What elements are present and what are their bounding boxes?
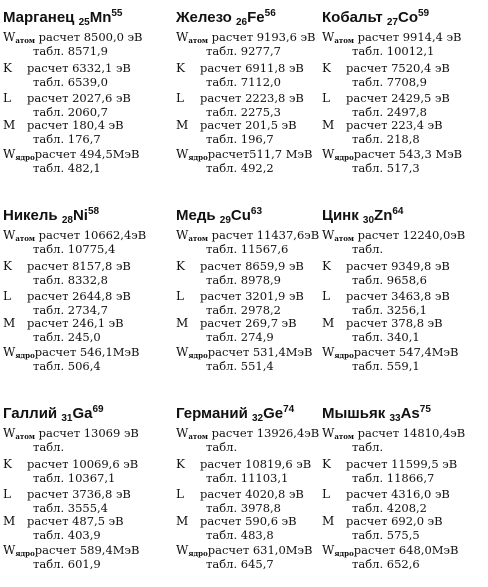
table-value: табл. 11103,1 — [206, 471, 289, 485]
table-value: табл. 575,5 — [352, 528, 420, 542]
label-w-atom: $W_{атом}$ — [176, 426, 208, 441]
label-w-atom: $W_{атом}$ — [176, 30, 208, 45]
calc-value: расчет 590,6 эВ — [200, 514, 297, 528]
calc-value: расчет 12240,0эВ — [357, 228, 466, 242]
calc-value: расчет 8500,0 эВ — [38, 30, 143, 44]
row-k-shell — [176, 260, 304, 272]
row-k-shell — [176, 458, 311, 470]
row-l-shell — [3, 290, 131, 302]
label-w-atom: $W_{атом}$ — [3, 228, 35, 243]
label-l: L — [176, 487, 184, 501]
table-value: табл. 10367,1 — [33, 471, 116, 485]
row-l-shell — [3, 92, 131, 104]
table-value: табл. — [352, 440, 384, 454]
label-k: K — [176, 61, 185, 75]
atomic-number: 30 — [362, 215, 375, 226]
calc-value: расчет 10662,4эВ — [38, 228, 147, 242]
label-m: M — [176, 316, 189, 330]
calc-value: расчет 8157,8 эВ — [27, 259, 131, 273]
label-m: M — [322, 316, 335, 330]
row-l-shell — [176, 488, 304, 500]
table-value: табл. 11567,6 — [206, 242, 289, 256]
mass-number: 63 — [250, 206, 263, 217]
label-m: M — [3, 514, 16, 528]
label-w-atom: $W_{атом}$ — [322, 228, 354, 243]
table-value: табл. 8332,8 — [33, 273, 108, 287]
element-symbol: Ge — [263, 405, 284, 422]
row-k-shell — [176, 62, 304, 74]
row-k-shell — [322, 260, 450, 272]
calc-value: расчет 269,7 эВ — [200, 316, 297, 330]
element-title — [322, 404, 431, 424]
mass-number: 75 — [419, 404, 431, 415]
atomic-number: 29 — [219, 215, 231, 226]
label-m: M — [3, 118, 16, 132]
element-symbol: Zn — [374, 207, 393, 224]
element-symbol: Co — [398, 9, 418, 26]
mass-number: 74 — [283, 404, 295, 415]
atomic-number: 25 — [78, 17, 90, 28]
table-value: табл. 2734,7 — [33, 303, 108, 317]
row-atom-energy — [176, 427, 319, 443]
calc-value: расчет 692,0 эВ — [346, 514, 443, 528]
mass-number: 64 — [392, 206, 404, 217]
calc-value: расчет 9914,4 эВ — [357, 30, 462, 44]
table-value: табл. 3978,8 — [206, 501, 281, 515]
label-w-atom: $W_{атом}$ — [176, 228, 208, 243]
label-w-nucleus: $W_{ядро}$ — [176, 345, 208, 360]
row-k-shell — [3, 62, 131, 74]
calc-value: расчет 543,3 МэВ — [353, 147, 463, 161]
calc-value: расчет 9193,6 эВ — [211, 30, 316, 44]
row-m-shell — [3, 317, 124, 329]
label-m: M — [3, 316, 16, 330]
label-m: M — [176, 118, 189, 132]
calc-value: расчет 487,5 эВ — [27, 514, 124, 528]
label-w-nucleus: $W_{ядро}$ — [176, 147, 208, 162]
row-l-shell — [176, 290, 304, 302]
mass-number: 56 — [264, 8, 276, 19]
label-m: M — [322, 118, 335, 132]
element-symbol: Mn — [89, 9, 112, 26]
atomic-number: 27 — [386, 17, 398, 28]
row-l-shell — [176, 92, 304, 104]
row-l-shell — [3, 488, 131, 500]
calc-value: расчет 10819,6 эВ — [200, 457, 312, 471]
table-value: табл. 506,4 — [33, 359, 101, 373]
element-name: Галлий — [3, 405, 58, 422]
label-l: L — [322, 289, 330, 303]
row-k-shell — [322, 458, 457, 470]
label-w-nucleus: $W_{ядро}$ — [3, 147, 35, 162]
element-name: Никель — [3, 207, 58, 224]
calc-value: расчет 223,4 эВ — [346, 118, 443, 132]
table-value: табл. 8978,9 — [206, 273, 281, 287]
atomic-number: 28 — [61, 215, 73, 226]
calc-value: расчет 246,1 эВ — [27, 316, 124, 330]
label-w-nucleus: $W_{ядро}$ — [322, 147, 354, 162]
mass-number: 59 — [418, 8, 430, 19]
table-value: табл. 482,1 — [33, 161, 101, 175]
calc-value: расчет 531,4МэВ — [207, 345, 313, 359]
table-value: табл. 6539,0 — [33, 75, 108, 89]
table-value: табл. 652,6 — [352, 557, 420, 571]
label-k: K — [322, 61, 331, 75]
table-value: табл. 3256,1 — [352, 303, 427, 317]
element-name: Марганец — [3, 9, 75, 26]
table-value: табл. — [352, 242, 384, 256]
label-l: L — [322, 91, 330, 105]
calc-value: расчет 3201,9 эВ — [200, 289, 304, 303]
calc-value: расчет 14810,4эВ — [357, 426, 466, 440]
table-value: табл. 196,7 — [206, 132, 274, 146]
row-l-shell — [322, 290, 450, 302]
row-m-shell — [176, 119, 297, 131]
row-l-shell — [322, 92, 450, 104]
table-value: табл. 8571,9 — [33, 44, 108, 58]
element-name: Медь — [176, 207, 216, 224]
label-w-nucleus: $W_{ядро}$ — [322, 345, 354, 360]
calc-value: расчет 2027,6 эВ — [27, 91, 131, 105]
row-k-shell — [3, 260, 131, 272]
calc-value: расчет 378,8 эВ — [346, 316, 443, 330]
table-value: табл. 11866,7 — [352, 471, 435, 485]
element-title — [3, 404, 104, 424]
row-m-shell — [3, 119, 124, 131]
label-w-atom: $W_{атом}$ — [3, 426, 35, 441]
label-m: M — [322, 514, 335, 528]
element-symbol: Ni — [72, 207, 88, 224]
label-w-atom: $W_{атом}$ — [3, 30, 35, 45]
table-value: табл. — [206, 440, 238, 454]
table-value: табл. 645,7 — [206, 557, 274, 571]
calc-value: расчет 631,0МэВ — [207, 543, 313, 557]
label-k: K — [176, 457, 185, 471]
label-w-atom: $W_{атом}$ — [322, 30, 354, 45]
calc-value: расчет 13069 эВ — [38, 426, 139, 440]
element-symbol: Fe — [247, 9, 265, 26]
row-m-shell — [3, 515, 124, 527]
calc-value: расчет 4316,0 эВ — [346, 487, 450, 501]
calc-value: расчет 2644,8 эВ — [27, 289, 131, 303]
calc-value: расчет 180,4 эВ — [27, 118, 124, 132]
label-l: L — [176, 91, 184, 105]
atomic-number: 26 — [236, 17, 248, 28]
table-value: табл. 274,9 — [206, 330, 274, 344]
table-value: табл. 2275,3 — [206, 105, 281, 119]
calc-value: расчет 3463,8 эВ — [346, 289, 450, 303]
label-k: K — [322, 259, 331, 273]
element-symbol: As — [400, 405, 420, 422]
element-name: Железо — [176, 9, 232, 26]
table-value: табл. 2060,7 — [33, 105, 108, 119]
table-value: табл. 517,3 — [352, 161, 420, 175]
label-l: L — [322, 487, 330, 501]
calc-value: расчет 201,5 эВ — [200, 118, 297, 132]
row-atom-energy — [3, 427, 139, 443]
calc-value: расчет 2429,5 эВ — [346, 91, 450, 105]
element-title — [322, 206, 404, 226]
table-value: табл. 2497,8 — [352, 105, 427, 119]
row-m-shell — [322, 515, 443, 527]
label-w-atom: $W_{атом}$ — [322, 426, 354, 441]
table-value: табл. 3555,4 — [33, 501, 108, 515]
element-title — [322, 8, 429, 28]
table-value: табл. 340,1 — [352, 330, 420, 344]
table-value: табл. 218,8 — [352, 132, 420, 146]
calc-value: расчет 8659,9 эВ — [200, 259, 304, 273]
table-value: табл. 176,7 — [33, 132, 101, 146]
row-m-shell — [322, 317, 443, 329]
mass-number: 55 — [111, 8, 123, 19]
calc-value: расчет 13926,4эВ — [211, 426, 320, 440]
calc-value: расчет 11437,6эВ — [211, 228, 320, 242]
label-k: K — [3, 457, 12, 471]
table-value: табл. 601,9 — [33, 557, 101, 571]
row-k-shell — [3, 458, 138, 470]
element-title — [176, 206, 262, 226]
calc-value: расчет 4020,8 эВ — [200, 487, 304, 501]
table-value: табл. 10775,4 — [33, 242, 116, 256]
element-name: Кобальт — [322, 9, 383, 26]
calc-value: расчет 2223,8 эВ — [200, 91, 304, 105]
table-value: табл. 9277,7 — [206, 44, 281, 58]
table-value: табл. 559,1 — [352, 359, 420, 373]
table-value: табл. 492,2 — [206, 161, 274, 175]
table-value: табл. — [33, 440, 65, 454]
label-w-nucleus: $W_{ядро}$ — [322, 543, 354, 558]
label-k: K — [3, 61, 12, 75]
row-m-shell — [176, 317, 297, 329]
label-l: L — [3, 91, 11, 105]
label-m: M — [176, 514, 189, 528]
mass-number: 69 — [92, 404, 104, 415]
element-name: Цинк — [322, 207, 359, 224]
table-value: табл. 245,0 — [33, 330, 101, 344]
element-symbol: Cu — [230, 207, 251, 224]
table-value: табл. 9658,6 — [352, 273, 427, 287]
row-m-shell — [322, 119, 443, 131]
element-title — [176, 8, 276, 28]
calc-value: расчет 3736,8 эВ — [27, 487, 131, 501]
calc-value: расчет511,7 МэВ — [207, 147, 313, 161]
table-value: табл. 483,8 — [206, 528, 274, 542]
table-value: табл. 7112,0 — [206, 75, 281, 89]
calc-value: расчет 589,4МэВ — [34, 543, 140, 557]
calc-value: расчет 648,0МэВ — [353, 543, 459, 557]
calc-value: расчет 9349,8 эВ — [346, 259, 450, 273]
element-name: Германий — [176, 405, 248, 422]
calc-value: расчет 7520,4 эВ — [346, 61, 450, 75]
calc-value: расчет 6332,1 эВ — [27, 61, 131, 75]
element-symbol: Ga — [72, 405, 93, 422]
element-title — [3, 206, 99, 226]
table-value: табл. 10012,1 — [352, 44, 435, 58]
element-name: Мышьяк — [322, 405, 386, 422]
row-atom-energy — [322, 427, 465, 443]
element-title — [176, 404, 294, 424]
calc-value: расчет 6911,8 эВ — [200, 61, 304, 75]
table-value: табл. 4208,2 — [352, 501, 427, 515]
row-k-shell — [322, 62, 450, 74]
row-m-shell — [176, 515, 297, 527]
element-title — [3, 8, 123, 28]
atomic-number: 33 — [389, 413, 401, 424]
label-l: L — [3, 487, 11, 501]
calc-value: расчет 494,5МэВ — [34, 147, 140, 161]
atomic-number: 31 — [61, 413, 73, 424]
table-value: табл. 7708,9 — [352, 75, 427, 89]
table-value: табл. 403,9 — [33, 528, 101, 542]
calc-value: расчет 546,1МэВ — [34, 345, 140, 359]
row-atom-energy — [322, 229, 465, 245]
label-l: L — [176, 289, 184, 303]
calc-value: расчет 11599,5 эВ — [346, 457, 458, 471]
table-value: табл. 2978,2 — [206, 303, 281, 317]
calc-value: расчет 547,4МэВ — [353, 345, 459, 359]
atomic-number: 32 — [251, 413, 264, 424]
label-w-nucleus: $W_{ядро}$ — [3, 543, 35, 558]
label-k: K — [322, 457, 331, 471]
label-k: K — [3, 259, 12, 273]
label-w-nucleus: $W_{ядро}$ — [3, 345, 35, 360]
table-value: табл. 551,4 — [206, 359, 274, 373]
label-w-nucleus: $W_{ядро}$ — [176, 543, 208, 558]
row-l-shell — [322, 488, 450, 500]
label-l: L — [3, 289, 11, 303]
mass-number: 58 — [87, 206, 100, 217]
label-k: K — [176, 259, 185, 273]
calc-value: расчет 10069,6 эВ — [27, 457, 139, 471]
